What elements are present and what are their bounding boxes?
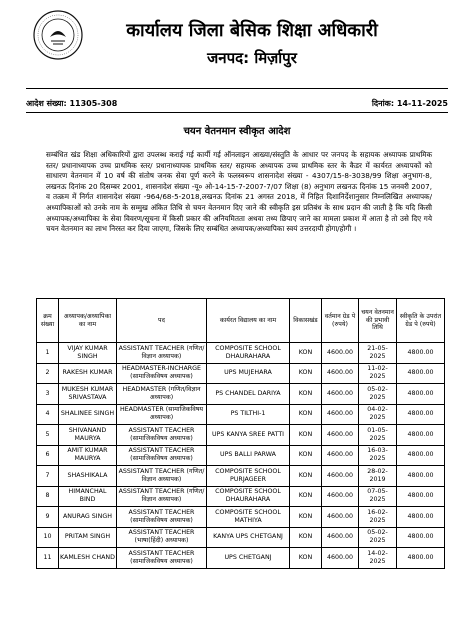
cell-effective-date: 21-05-2025 xyxy=(359,343,397,364)
cell-serial: 8 xyxy=(37,486,59,507)
cell-post: ASSISTANT TEACHER (सामाजिकविषय अध्यापक) xyxy=(117,507,207,528)
cell-effective-date: 16-03-2025 xyxy=(359,445,397,466)
header-school: कार्यरत विद्यालय का नाम xyxy=(207,299,290,343)
cell-serial: 5 xyxy=(37,425,59,446)
order-body-paragraph: सम्बंधित खंड शिक्षा अधिकारियों द्वारा उपलब्ध कराई गई कार्यी गई ऑनलाइन आख्या/संस्तुति के आधार पर जनपद के सहायक अध्यापक प्राथमिक स्तर/ प्रधानाध्यापक उच्च प्राथमिक स्तर/ प्रधानाध्यापक प्राथमिक स्तर/ सहायक अध्यापक उच्च प्राथमिक स्तर के कैडर में कार्यरत अध्यापकों को साधारण वेतनमान में 10 वर्ष की संतोष जनक सेवा पूर्ण करने के फलस्वरूप शासनादेश संख्या - 4307/15-8-3038/99 शिक्षा अनुभाग-8, लखनऊ दिनांक 20 दिसम्बर 2001, शासनादेश संख्या -यू० ओ-14-15-7-2007-7/07 शिक्षा (8) अनुभाग लखनऊ दिनांक 15 जनवरी 2007, व तत्क्रम में निर्गत शासनादेश संख्या -964/68-5-2018,लखनऊ दिनांक 21 अगस्त 2018, में निहित दिशानिर्देशानुसार निम्नलिखित अध्यापक/अध्यापिकाओं को उनके नाम के सम्मुख अंकित तिथि से चयन वेतनमान दिए जाने की स्वीकृति इस प्रतिबंध के साथ प्रदान की जाती है कि यदि किसी अध्यापक/अध्यापिका के सेवा विवरण/सूचना में किसी प्रकार की अनियमितता अथवा तथ्य छिपाए जाने का मामला प्रकाश में आता है तो उसे दिए गये चयन वेतनमान का लाभ निरस्त कर दिया जाएगा, जिसके लिए सम्बंधित अध्यापक/अध्यापिका स्वयं उत्तरदायी होगा/होगी । xyxy=(46,150,432,234)
cell-serial: 2 xyxy=(37,363,59,384)
cell-block: KON xyxy=(290,384,322,405)
cell-revised-grade-pay: 4800.00 xyxy=(397,363,445,384)
cell-post: ASSISTANT TEACHER (गणित/विज्ञान अध्यापक) xyxy=(117,486,207,507)
table-row xyxy=(37,343,445,364)
cell-block: KON xyxy=(290,548,322,569)
cell-post: HEADMASTER (सामाजिकविषय अध्यापक) xyxy=(117,404,207,425)
cell-serial: 10 xyxy=(37,527,59,548)
cell-serial: 6 xyxy=(37,445,59,466)
cell-teacher-name: AMIT KUMAR MAURYA xyxy=(59,445,117,466)
cell-current-grade-pay: 4600.00 xyxy=(322,445,359,466)
cell-post: HEADMASTER-INCHARGE (सामाजिकविषय अध्यापक) xyxy=(117,363,207,384)
table-row xyxy=(37,548,445,569)
table-row xyxy=(37,507,445,528)
cell-revised-grade-pay: 4800.00 xyxy=(397,486,445,507)
cell-post: ASSISTANT TEACHER (सामाजिकविषय अध्यापक) xyxy=(117,445,207,466)
cell-current-grade-pay: 4600.00 xyxy=(322,404,359,425)
cell-block: KON xyxy=(290,343,322,364)
order-number xyxy=(26,98,117,109)
cell-teacher-name: VIJAY KUMAR SINGH xyxy=(59,343,117,364)
header-serial: क्रम संख्या xyxy=(37,299,59,343)
order-date-label: दिनांक: xyxy=(371,99,395,108)
table-row xyxy=(37,404,445,425)
cell-current-grade-pay: 4600.00 xyxy=(322,343,359,364)
cell-post: HEADMASTER (गणित/विज्ञान अध्यापक) xyxy=(117,384,207,405)
cell-revised-grade-pay: 4800.00 xyxy=(397,548,445,569)
cell-school: KANYA UPS CHETGANJ xyxy=(207,527,290,548)
cell-effective-date: 14-02-2025 xyxy=(359,548,397,569)
cell-current-grade-pay: 4600.00 xyxy=(322,466,359,487)
cell-school: COMPOSITE SCHOOL PURJAGEER xyxy=(207,466,290,487)
table-row xyxy=(37,425,445,446)
cell-revised-grade-pay: 4800.00 xyxy=(397,507,445,528)
cell-current-grade-pay: 4600.00 xyxy=(322,486,359,507)
cell-revised-grade-pay: 4800.00 xyxy=(397,384,445,405)
cell-effective-date: 05-02-2025 xyxy=(359,527,397,548)
cell-school: COMPOSITE SCHOOL DHAURAHARA xyxy=(207,486,290,507)
cell-effective-date: 01-05-2025 xyxy=(359,425,397,446)
cell-teacher-name: SHIVANAND MAURYA xyxy=(59,425,117,446)
cell-post: ASSISTANT TEACHER (सामाजिकविषय अध्यापक) xyxy=(117,548,207,569)
cell-current-grade-pay: 4600.00 xyxy=(322,527,359,548)
order-date xyxy=(372,98,448,109)
header-revised-grade-pay: स्वीकृति के उपरांत ग्रेड पे (रुपये) xyxy=(397,299,445,343)
order-date-value: 14-11-2025 xyxy=(396,99,448,108)
cell-block: KON xyxy=(290,363,322,384)
cell-serial: 7 xyxy=(37,466,59,487)
cell-post: ASSISTANT TEACHER (गणित/विज्ञान अध्यापक) xyxy=(117,466,207,487)
cell-block: KON xyxy=(290,466,322,487)
cell-revised-grade-pay: 4800.00 xyxy=(397,527,445,548)
cell-serial: 11 xyxy=(37,548,59,569)
cell-block: KON xyxy=(290,404,322,425)
cell-post: ASSISTANT TEACHER (गणित/विज्ञान अध्यापक) xyxy=(117,343,207,364)
header-current-grade-pay: वर्तमान ग्रेड पे (रुपये) xyxy=(322,299,359,343)
cell-teacher-name: PRITAM SINGH xyxy=(59,527,117,548)
cell-teacher-name: MUKESH KUMAR SRIVASTAVA xyxy=(59,384,117,405)
cell-revised-grade-pay: 4800.00 xyxy=(397,425,445,446)
cell-revised-grade-pay: 4800.00 xyxy=(397,404,445,425)
cell-effective-date: 05-02-2025 xyxy=(359,384,397,405)
cell-school: COMPOSITE SCHOOL MATHIYA xyxy=(207,507,290,528)
cell-effective-date: 11-02-2025 xyxy=(359,363,397,384)
cell-revised-grade-pay: 4800.00 xyxy=(397,445,445,466)
divider xyxy=(26,112,448,113)
header-teacher-name: अध्यापक/अध्यापिका का नाम xyxy=(59,299,117,343)
cell-block: KON xyxy=(290,425,322,446)
cell-teacher-name: HIMANCHAL BIND xyxy=(59,486,117,507)
header-block: विकासखंड xyxy=(290,299,322,343)
order-heading: चयन वेतनमान स्वीकृत आदेश xyxy=(183,126,291,137)
table-row xyxy=(37,527,445,548)
cell-serial: 9 xyxy=(37,507,59,528)
cell-current-grade-pay: 4600.00 xyxy=(322,507,359,528)
table-row xyxy=(37,486,445,507)
cell-teacher-name: KAMLESH CHAND xyxy=(59,548,117,569)
cell-block: KON xyxy=(290,527,322,548)
cell-current-grade-pay: 4600.00 xyxy=(322,384,359,405)
cell-teacher-name: SHASHIKALA xyxy=(59,466,117,487)
cell-post: ASSISTANT TEACHER (सामाजिकविषय अध्यापक) xyxy=(117,425,207,446)
cell-revised-grade-pay: 4800.00 xyxy=(397,343,445,364)
table-row xyxy=(37,466,445,487)
cell-serial: 1 xyxy=(37,343,59,364)
cell-effective-date: 28-02-2019 xyxy=(359,466,397,487)
table-header-row xyxy=(37,299,445,343)
cell-current-grade-pay: 4600.00 xyxy=(322,548,359,569)
cell-block: KON xyxy=(290,445,322,466)
cell-effective-date: 07-05-2025 xyxy=(359,486,397,507)
table-row xyxy=(37,445,445,466)
cell-teacher-name: ANURAG SINGH xyxy=(59,507,117,528)
cell-school: UPS CHETGANJ xyxy=(207,548,290,569)
cell-school: UPS KANYA SREE PATTI xyxy=(207,425,290,446)
order-number-label: आदेश संख्या: xyxy=(26,99,67,108)
cell-post: ASSISTANT TEACHER (भाषा(हिंदी) अध्यापक) xyxy=(117,527,207,548)
district-name: जनपद: मिर्ज़ापुर xyxy=(207,49,297,67)
cell-teacher-name: SHALINEE SINGH xyxy=(59,404,117,425)
table-row xyxy=(37,384,445,405)
cell-serial: 4 xyxy=(37,404,59,425)
cell-school: PS TILTHI-1 xyxy=(207,404,290,425)
cell-serial: 3 xyxy=(37,384,59,405)
cell-teacher-name: RAKESH KUMAR xyxy=(59,363,117,384)
cell-effective-date: 04-02-2025 xyxy=(359,404,397,425)
header-effective-date: चयन वेतनमान की प्रभावी तिथि xyxy=(359,299,397,343)
cell-block: KON xyxy=(290,507,322,528)
cell-current-grade-pay: 4600.00 xyxy=(322,363,359,384)
header-post: पद xyxy=(117,299,207,343)
order-number-value: 11305-308 xyxy=(69,99,118,108)
divider xyxy=(26,88,448,89)
cell-effective-date: 16-02-2025 xyxy=(359,507,397,528)
cell-school: UPS MUJEHARA xyxy=(207,363,290,384)
cell-block: KON xyxy=(290,486,322,507)
cell-revised-grade-pay: 4800.00 xyxy=(397,466,445,487)
sanction-table xyxy=(36,298,445,569)
cell-school: PS CHANDEL DARIYA xyxy=(207,384,290,405)
table-row xyxy=(37,363,445,384)
cell-current-grade-pay: 4600.00 xyxy=(322,425,359,446)
cell-school: UPS BALLI PARWA xyxy=(207,445,290,466)
office-title: कार्यालय जिला बेसिक शिक्षा अधिकारी xyxy=(126,20,378,41)
cell-school: COMPOSITE SCHOOL DHAURAHARA xyxy=(207,343,290,364)
